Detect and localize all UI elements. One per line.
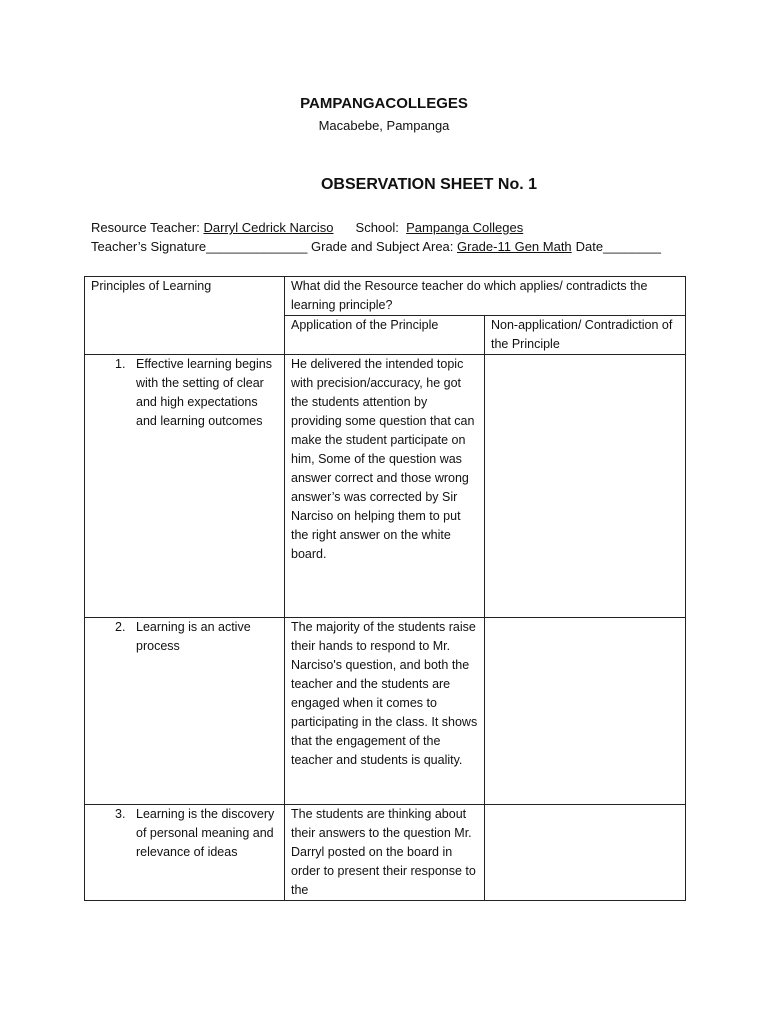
header-non-application: Non-application/ Contradiction of the Principle [485, 316, 686, 355]
signature-label: Teacher’s Signature [91, 239, 207, 254]
table-row [85, 805, 686, 901]
date-blank: ________ [603, 239, 661, 254]
header-principles: Principles of Learning [85, 277, 285, 355]
header-question: What did the Resource teacher do which applies/ contradicts the learning principle? [285, 277, 686, 316]
resource-teacher-label: Resource Teacher: [91, 220, 200, 235]
info-line-signature [91, 239, 661, 254]
non-application-cell [485, 805, 686, 901]
principle-number: 3. [115, 807, 126, 821]
principle-cell [85, 618, 285, 805]
header-application: Application of the Principle [285, 316, 485, 355]
sheet-title: OBSERVATION SHEET No. 1 [320, 176, 538, 193]
table-header-row [85, 277, 686, 316]
info-line-teacher [91, 220, 523, 235]
principle-text: Effective learning begins with the setting of clear and high expectations and learning outcomes [136, 357, 272, 428]
principle-cell [85, 805, 285, 901]
school-value: Pampanga Colleges [406, 220, 524, 235]
observation-table [84, 276, 686, 901]
school-name: PAMPANGACOLLEGES [300, 95, 468, 112]
principle-number: 1. [115, 357, 126, 371]
school-label: School: [355, 220, 399, 235]
non-application-cell [485, 618, 686, 805]
table-row [85, 618, 686, 805]
school-location: Macabebe, Pampanga [318, 118, 450, 133]
principle-text: Learning is an active process [136, 620, 251, 653]
grade-value: Grade-11 Gen Math [457, 239, 572, 254]
signature-blank: ______________ [206, 239, 308, 254]
resource-teacher-value: Darryl Cedrick Narciso [203, 220, 334, 235]
principle-cell [85, 355, 285, 618]
application-cell: The majority of the students raise their hands to respond to Mr. Narciso's question, and both the teacher and the students are engaged when it comes to participating in the class. It shows that the engagement of the teacher and students is quality. [285, 618, 485, 805]
principle-number: 2. [115, 620, 126, 634]
application-cell: The students are thinking about their answers to the question Mr. Darryl posted on the board in order to present their response to the [285, 805, 485, 901]
grade-label: Grade and Subject Area: [311, 239, 454, 254]
date-label: Date [575, 239, 604, 254]
table-row [85, 355, 686, 618]
application-cell: He delivered the intended topic with precision/accuracy, he got the students attention by providing some question that can make the student participate on him, Some of the question was answer correct and those wrong answer’s was corrected by Sir Narciso on helping them to put the right answer on the white board. [285, 355, 485, 618]
principle-text: Learning is the discovery of personal meaning and relevance of ideas [136, 807, 275, 859]
non-application-cell [485, 355, 686, 618]
